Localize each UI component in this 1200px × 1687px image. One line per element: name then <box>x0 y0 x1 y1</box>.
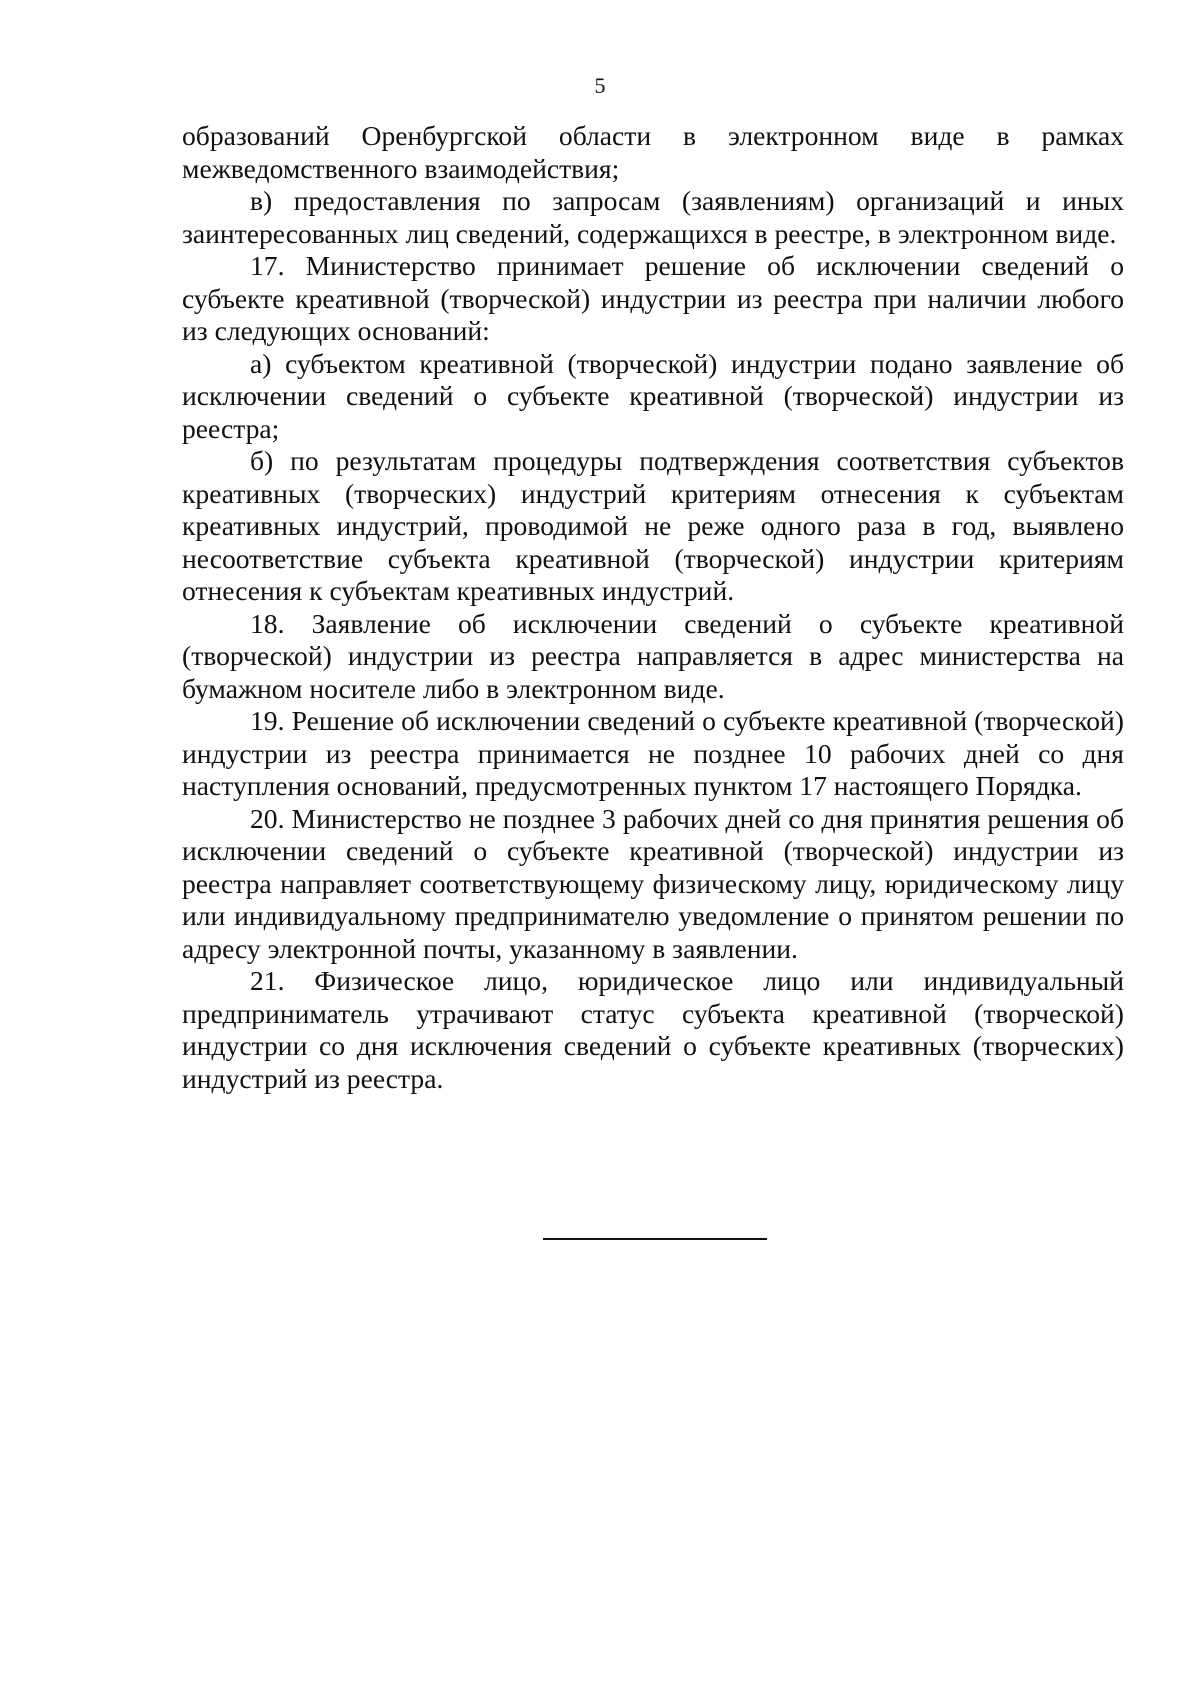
paragraph-18: 18. Заявление об исключении сведений о субъекте креативной (творческой) индустрии из реестра направляется в адрес министерства на бумажном носителе либо в электронном виде. <box>182 607 1124 704</box>
paragraph-17: 17. Министерство принимает решение об исключении сведений о субъекте креативной (творческой) индустрии из реестра при наличии любого из следующих оснований: <box>182 250 1124 346</box>
paragraph-20: 20. Министерство не позднее 3 рабочих дней со дня принятия решения об исключении сведений о субъекте креативной (творческой) индустрии из реестра направляет соответствующему физическому лицу, юридическому лицу или индивидуальному предпринимателю уведомление о принятом решении по адресу электронной почты, указанному в заявлении. <box>182 802 1124 964</box>
paragraph-21: 21. Физическое лицо, юридическое лицо или индивидуальный предприниматель утрачивают статус субъекта креативной (творческой) индустрии со дня исключения сведений о субъекте креативных (творческих) индустрий из реестра. <box>182 965 1124 1094</box>
document-body <box>182 120 1124 1095</box>
paragraph-item-a: а) субъектом креативной (творческой) индустрии подано заявление об исключении сведений о субъекте креативной (творческой) индустрии из реестра; <box>182 347 1124 444</box>
paragraph-19: 19. Решение об исключении сведений о субъекте креативной (творческой) индустрии из реестра принимается не позднее 10 рабочих дней со дня наступления оснований, предусмотренных пунктом 17 настоящего Порядка. <box>182 705 1124 801</box>
paragraph-continuation: образований Оренбургской области в электронном виде в рамках межведомственного взаимодействия; <box>182 120 1124 184</box>
page-number: 5 <box>594 73 606 98</box>
paragraph-item-v: в) предоставления по запросам (заявлениям) организаций и иных заинтересованных лиц сведений, содержащихся в реестре, в электронном виде. <box>182 185 1124 249</box>
end-of-document-rule <box>543 1238 767 1240</box>
paragraph-item-b: б) по результатам процедуры подтверждения соответствия субъектов креативных (творческих) индустрий критериям отнесения к субъектам креативных индустрий, проводимой не реже одного раза в год, выявлено несоответствие субъекта креативной (творческой) индустрии критериям отнесения к субъектам креативных индустрий. <box>182 445 1124 606</box>
